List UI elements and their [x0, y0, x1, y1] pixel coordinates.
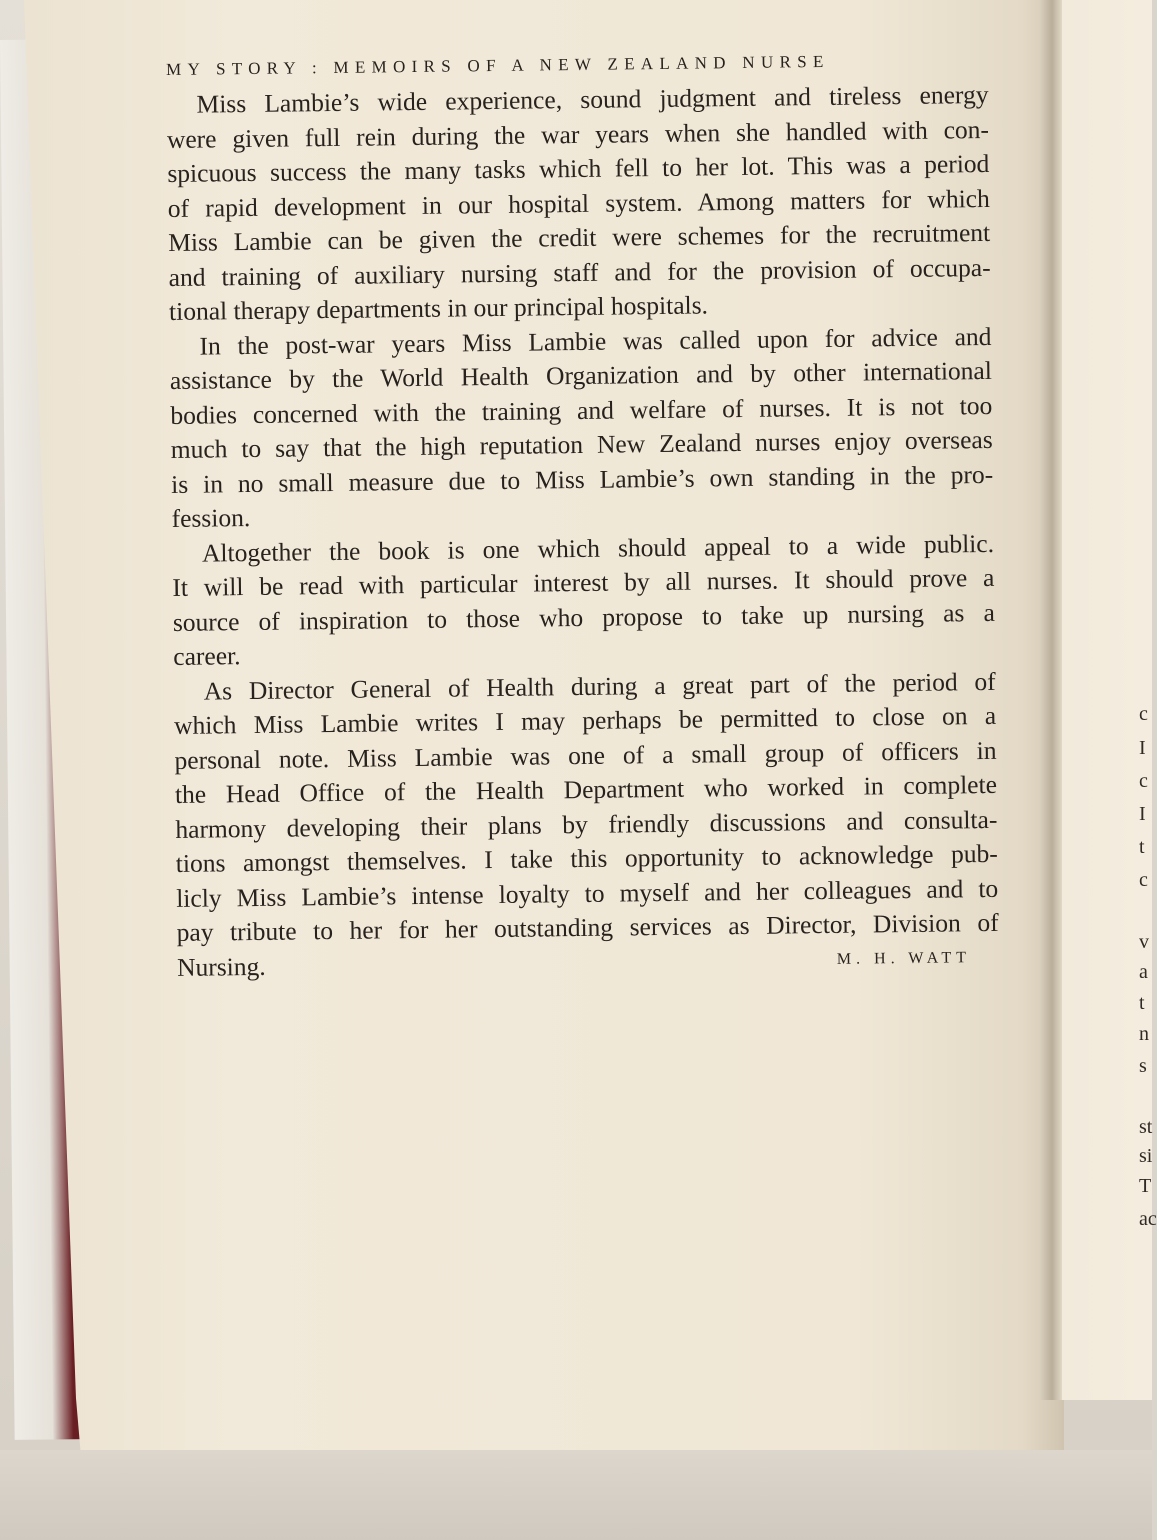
text-line: and training of auxiliary nursing staff and for the provision of occupa- — [168, 252, 991, 292]
facing-fragment: ac — [1139, 1208, 1157, 1230]
text-line: fession. — [171, 503, 251, 533]
facing-fragment: c — [1139, 703, 1148, 725]
text-line: Miss Lambie can be given the credit were schemes for the recruitment — [168, 217, 991, 257]
facing-fragment: I — [1139, 737, 1146, 759]
text-line: personal note. Miss Lambie was one of a small group of officers in — [174, 735, 997, 775]
facing-fragment: si — [1139, 1145, 1153, 1167]
facing-fragment: T — [1139, 1175, 1152, 1197]
paragraph-1 — [166, 78, 991, 330]
facing-fragment: t — [1139, 992, 1145, 1014]
text-line: bodies concerned with the training and welfare of nurses. It is not too — [170, 390, 993, 430]
facing-fragment: t — [1139, 836, 1145, 858]
facing-fragment: c — [1139, 770, 1148, 792]
text-line: tions amongst themselves. I take this opportunity to acknowledge pub- — [175, 838, 998, 878]
paragraph-2 — [169, 319, 993, 536]
text-line: pay tribute to her for her outstanding services as Director, Division of — [176, 907, 999, 947]
text-line: is in no small measure due to Miss Lambie’s own standing in the pro- — [171, 459, 994, 499]
facing-fragment: I — [1139, 803, 1146, 825]
facing-fragment: v — [1139, 931, 1149, 953]
text-line: In the post-war years Miss Lambie was called upon for advice and — [199, 321, 992, 361]
facing-fragment: n — [1139, 1023, 1149, 1045]
text-line: tional therapy departments in our principal hospitals. — [168, 290, 709, 326]
running-head: MY STORY : MEMOIRS OF A NEW ZEALAND NURSE — [166, 51, 830, 79]
text-line: which Miss Lambie writes I may perhaps be permitted to close on a — [173, 700, 997, 740]
paragraph-4 — [174, 664, 1000, 985]
book-gutter — [1040, 0, 1064, 1400]
text-line: It will be read with particular interest by all nurses. It should prove a — [172, 562, 995, 602]
page-text-block — [166, 50, 999, 982]
text-line: were given full rein during the war years when she handled with con- — [166, 114, 990, 154]
facing-fragment: a — [1139, 961, 1148, 983]
text-line: the Head Office of the Health Department who worked in complete — [174, 769, 998, 809]
text-line: source of inspiration to those who propose to take up nursing as a — [172, 597, 995, 637]
text-line: As Director General of Health during a great part of the period of — [203, 666, 996, 706]
facing-fragment: s — [1139, 1055, 1147, 1077]
text-line: Miss Lambie’s wide experience, sound judgment and tireless energy — [196, 79, 989, 119]
facing-fragment: st — [1139, 1116, 1153, 1138]
signature: M. H. WATT — [836, 949, 972, 968]
facing-fragment: c — [1139, 869, 1148, 891]
text-line: spicuous success the many tasks which fell to her lot. This was a period — [167, 148, 990, 188]
text-line: licly Miss Lambie’s intense loyalty to myself and her colleagues and to — [176, 873, 999, 913]
paragraph-3 — [172, 526, 996, 674]
text-line: assistance by the World Health Organization and by other international — [169, 355, 993, 395]
text-line: harmony developing their plans by friendly discussions and consulta- — [175, 804, 998, 844]
table-surface — [0, 1450, 1152, 1540]
text-line: Nursing. — [176, 951, 266, 982]
text-line: career. — [173, 641, 241, 671]
text-line: Altogether the book is one which should appeal to a wide public. — [201, 528, 995, 568]
text-line: much to say that the high reputation New Zealand nurses enjoy overseas — [170, 424, 993, 464]
text-line: of rapid development in our hospital system. Among matters for which — [167, 183, 990, 223]
